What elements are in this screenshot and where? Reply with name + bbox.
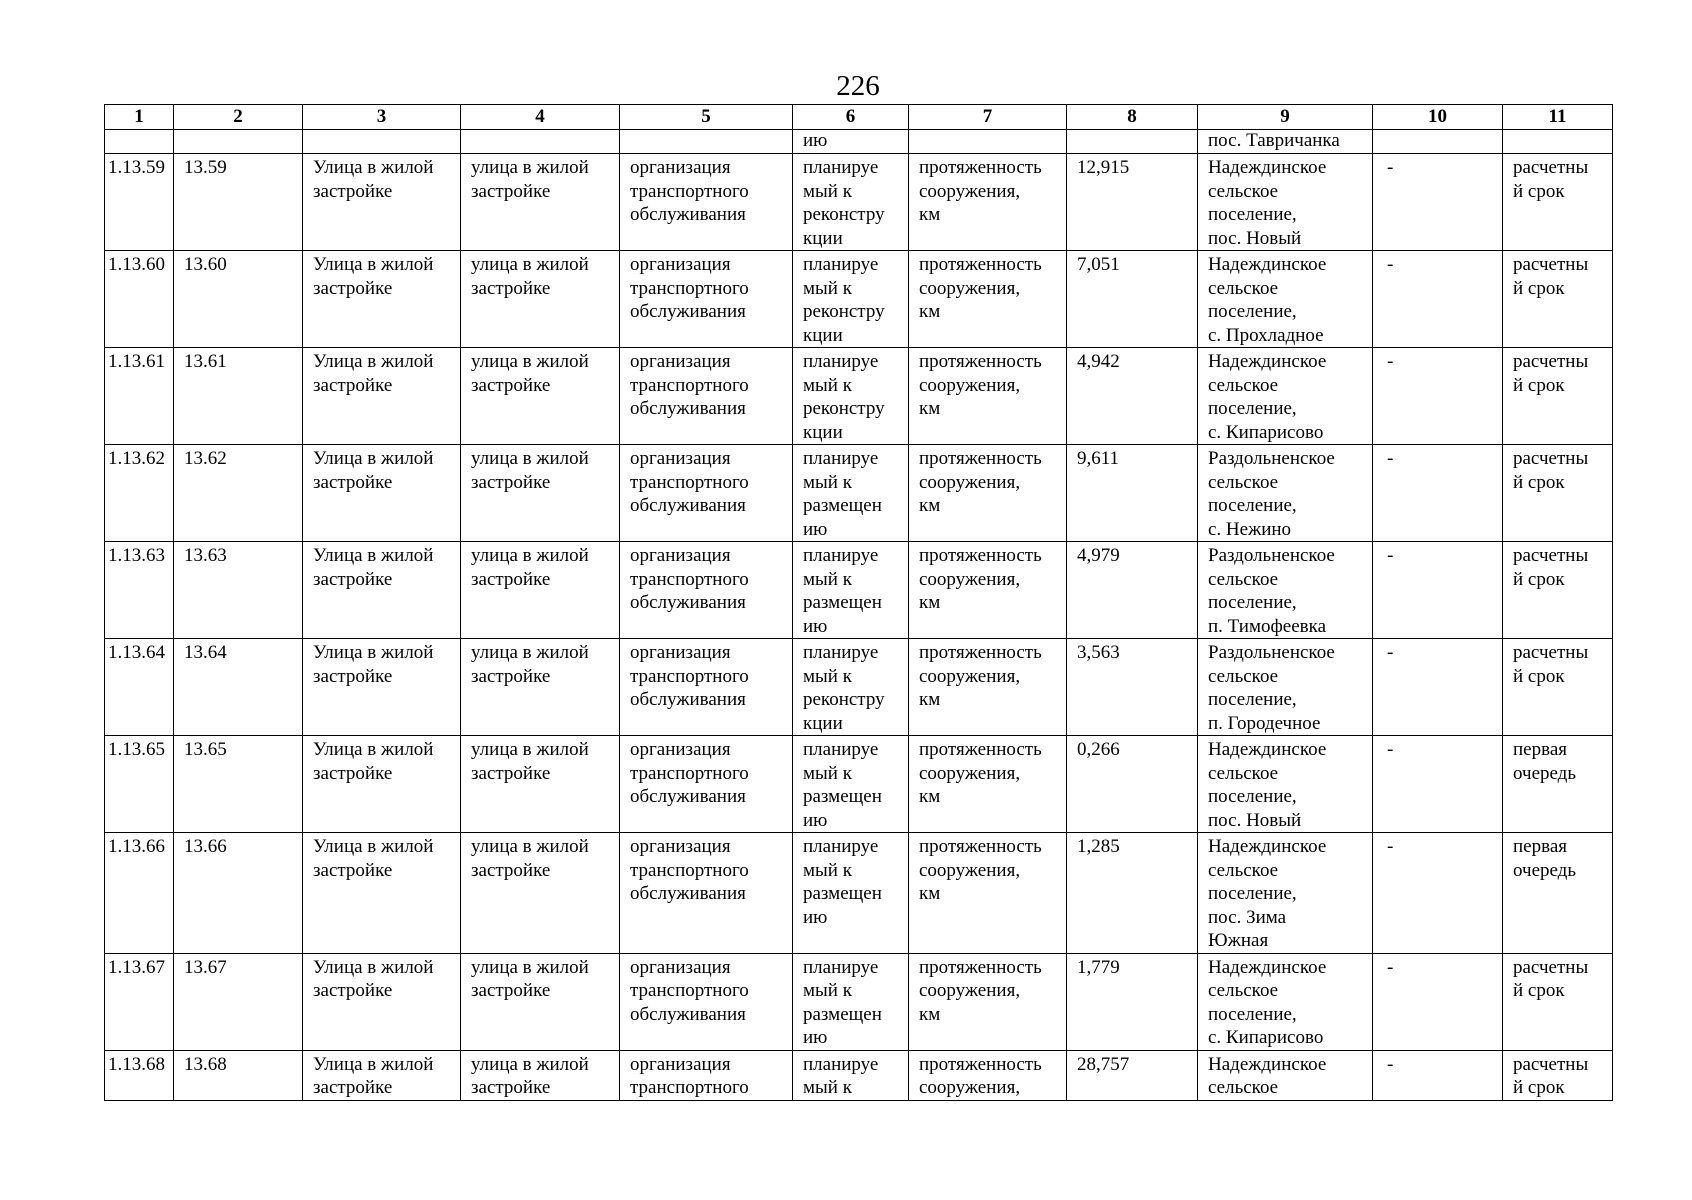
cell-text: 1.13.63 — [108, 545, 165, 566]
cell-text: Надеждинское сельское — [1208, 1053, 1327, 1098]
cell-text: организация транспортного обслуживания — [630, 254, 749, 322]
cell-text: 1.13.61 — [108, 351, 165, 372]
table-cell — [1198, 445, 1373, 542]
table-row — [105, 251, 1613, 348]
table-row — [105, 736, 1613, 833]
cell-text: планируе мый к размещен ию — [803, 956, 882, 1048]
table-cell — [105, 1050, 174, 1100]
data-table — [104, 104, 1613, 1101]
table-cell — [793, 348, 909, 445]
table-cell — [620, 736, 793, 833]
cell-text: Надеждинское сельское поселение, с. Кипарисово — [1208, 351, 1327, 443]
cell-text: 9,611 — [1077, 448, 1120, 469]
continuation-row — [105, 130, 1613, 154]
table-cell — [1373, 542, 1503, 639]
cell-text: улица в жилой застройке — [471, 956, 589, 1001]
table-cell — [793, 953, 909, 1050]
table-cell — [105, 348, 174, 445]
table-row — [105, 154, 1613, 251]
cell-text: улица в жилой застройке — [471, 545, 589, 590]
table-cell — [105, 251, 174, 348]
cell-text: - — [1387, 351, 1394, 372]
cell-text: организация транспортного обслуживания — [630, 545, 749, 613]
cell-text: Раздольненское сельское поселение, с. Нежино — [1208, 448, 1335, 540]
table-cell — [1373, 445, 1503, 542]
cell-text: планируе мый к реконстру кции — [803, 642, 885, 734]
column-header-11: 11 — [1503, 105, 1613, 130]
cell-text: 13.59 — [184, 157, 227, 178]
table-cell — [461, 130, 620, 154]
cell-text: протяженность сооружения, км — [919, 739, 1042, 807]
page-number: 226 — [836, 70, 880, 102]
table-cell — [174, 953, 303, 1050]
table-cell — [620, 251, 793, 348]
cell-text: первая очередь — [1513, 836, 1577, 881]
table-cell — [1503, 736, 1613, 833]
table-cell — [461, 1050, 620, 1100]
table-cell — [105, 953, 174, 1050]
table-cell — [620, 639, 793, 736]
cell-text: организация транспортного обслуживания — [630, 642, 749, 710]
column-header-8: 8 — [1067, 105, 1198, 130]
cell-text: Улица в жилой застройке — [313, 448, 434, 493]
table-cell — [1067, 130, 1198, 154]
cell-text: 1.13.59 — [108, 157, 165, 178]
table-cell — [1373, 1050, 1503, 1100]
cell-text: Раздольненское сельское поселение, п. Тимофеевка — [1208, 545, 1335, 637]
table-cell — [1503, 130, 1613, 154]
cell-text: Улица в жилой застройке — [313, 836, 434, 881]
cell-text: организация транспортного обслуживания — [630, 739, 749, 807]
cell-text: Надеждинское сельское поселение, пос. Зима Южная — [1208, 836, 1327, 951]
cell-text: расчетны й срок — [1513, 545, 1589, 590]
table-cell — [105, 736, 174, 833]
column-header-5: 5 — [620, 105, 793, 130]
table-row — [105, 445, 1613, 542]
cell-text: расчетны й срок — [1513, 448, 1589, 493]
table-cell — [793, 251, 909, 348]
table-cell — [1067, 445, 1198, 542]
cell-text: расчетны й срок — [1513, 642, 1589, 687]
cell-text: организация транспортного обслуживания — [630, 836, 749, 904]
table-cell — [1373, 348, 1503, 445]
table-row — [105, 542, 1613, 639]
table-cell — [461, 542, 620, 639]
cell-text: организация транспортного обслуживания — [630, 351, 749, 419]
cell-text: первая очередь — [1513, 739, 1577, 784]
table-cell — [620, 348, 793, 445]
cell-text: Улица в жилой застройке — [313, 157, 434, 202]
table-cell — [105, 639, 174, 736]
table-cell — [1503, 348, 1613, 445]
cell-text: 1,779 — [1077, 956, 1120, 978]
cell-text: планируе мый к реконстру кции — [803, 157, 885, 249]
table-cell — [303, 251, 461, 348]
table-cell — [461, 953, 620, 1050]
column-header-4: 4 — [461, 105, 620, 130]
cell-text: Улица в жилой застройке — [313, 545, 434, 590]
cell-text: улица в жилой застройке — [471, 157, 589, 202]
cell-text: организация транспортного — [630, 1053, 749, 1098]
cell-text: протяженность сооружения, км — [919, 642, 1042, 710]
cell-text: 28,757 — [1077, 1053, 1130, 1075]
cell-text: Надеждинское сельское поселение, с. Прохладное — [1208, 254, 1327, 346]
table-cell — [909, 348, 1067, 445]
table-cell — [1198, 833, 1373, 954]
cell-text: Улица в жилой застройке — [313, 956, 434, 1001]
cell-text: 13.63 — [184, 545, 227, 566]
table-cell — [1373, 130, 1503, 154]
table-cell — [174, 1050, 303, 1100]
cell-text: 0,266 — [1077, 739, 1120, 760]
cell-text: 1,285 — [1077, 836, 1120, 857]
table-cell — [620, 542, 793, 639]
cell-text: Надеждинское сельское поселение, с. Кипарисово — [1208, 956, 1327, 1048]
table-cell — [105, 542, 174, 639]
table-cell — [1067, 348, 1198, 445]
table-cell — [1373, 953, 1503, 1050]
cell-text: расчетны й срок — [1513, 254, 1589, 299]
table-cell — [1198, 542, 1373, 639]
cell-text: - — [1387, 836, 1394, 857]
table-cell — [1503, 639, 1613, 736]
column-header-9: 9 — [1198, 105, 1373, 130]
table-cell — [909, 130, 1067, 154]
table-cell — [620, 833, 793, 954]
table-cell — [105, 445, 174, 542]
cell-text: планируе мый к реконстру кции — [803, 351, 885, 443]
cell-text: 1.13.67 — [108, 956, 165, 978]
cell-text: протяженность сооружения, км — [919, 956, 1042, 1025]
cell-text: протяженность сооружения, км — [919, 157, 1042, 225]
table-cell — [620, 154, 793, 251]
table-cell — [461, 736, 620, 833]
table-cell — [1067, 953, 1198, 1050]
cell-text: протяженность сооружения, км — [919, 836, 1042, 904]
table-cell — [1067, 251, 1198, 348]
cell-text: 4,979 — [1077, 545, 1120, 566]
table-cell — [620, 130, 793, 154]
cell-text: улица в жилой застройке — [471, 739, 589, 784]
cell-text: 1.13.68 — [108, 1053, 165, 1075]
table-cell — [1198, 639, 1373, 736]
table-cell — [174, 445, 303, 542]
column-header-3: 3 — [303, 105, 461, 130]
cell-text: протяженность сооружения, км — [919, 351, 1042, 419]
table-cell — [1503, 154, 1613, 251]
table-cell — [303, 130, 461, 154]
table-cell — [909, 953, 1067, 1050]
table-cell — [105, 154, 174, 251]
table-cell — [174, 130, 303, 154]
cell-text: расчетны й срок — [1513, 1053, 1589, 1098]
column-header-2: 2 — [174, 105, 303, 130]
cell-text: 13.61 — [184, 351, 227, 372]
table-cell — [620, 1050, 793, 1100]
cell-text: - — [1387, 739, 1394, 760]
cell-text: планируе мый к размещен ию — [803, 448, 882, 540]
cell-text: протяженность сооружения, — [919, 1053, 1042, 1098]
cell-text: 1.13.66 — [108, 836, 165, 857]
table-cell — [1503, 251, 1613, 348]
table-cell — [909, 154, 1067, 251]
cell-text: 12,915 — [1077, 157, 1130, 178]
table-cell — [909, 736, 1067, 833]
table-cell — [105, 833, 174, 954]
cell-text: планируе мый к — [803, 1053, 879, 1098]
cell-text: 13.62 — [184, 448, 227, 469]
cell-text: 13.68 — [184, 1053, 227, 1075]
table-cell — [909, 1050, 1067, 1100]
table-cell — [1503, 445, 1613, 542]
cell-text: Надеждинское сельское поселение, пос. Новый — [1208, 157, 1327, 249]
table-cell — [1503, 542, 1613, 639]
table-cell — [303, 445, 461, 542]
cell-text: - — [1387, 642, 1394, 663]
table-cell — [793, 445, 909, 542]
cell-text: планируе мый к размещен ию — [803, 836, 882, 928]
table-cell — [793, 154, 909, 251]
table-cell — [909, 639, 1067, 736]
table-cell — [105, 130, 174, 154]
table-cell — [793, 736, 909, 833]
table-cell — [793, 833, 909, 954]
cell-text: - — [1387, 157, 1394, 178]
table-cell — [303, 953, 461, 1050]
table-cell — [461, 639, 620, 736]
table-cell — [1198, 1050, 1373, 1100]
cell-text: планируе мый к размещен ию — [803, 545, 882, 637]
table-cell — [1373, 833, 1503, 954]
cell-text: Улица в жилой застройке — [313, 642, 434, 687]
column-header-1: 1 — [105, 105, 174, 130]
cell-text: Улица в жилой застройке — [313, 739, 434, 784]
table-cell — [909, 445, 1067, 542]
cell-text: 3,563 — [1077, 642, 1120, 663]
table-cell — [174, 833, 303, 954]
table-cell — [174, 251, 303, 348]
table-cell — [1198, 736, 1373, 833]
table-cell — [1067, 154, 1198, 251]
cell-text: 13.67 — [184, 956, 227, 978]
table-cell — [174, 154, 303, 251]
table-cell — [909, 833, 1067, 954]
table-cell — [1503, 953, 1613, 1050]
table-cell — [461, 154, 620, 251]
table-row — [105, 1050, 1613, 1100]
table-cell — [174, 736, 303, 833]
table-cell — [174, 348, 303, 445]
cell-text: улица в жилой застройке — [471, 448, 589, 493]
cell-text: расчетны й срок — [1513, 157, 1589, 202]
cell-text: 13.64 — [184, 642, 227, 663]
cell-text: Раздольненское сельское поселение, п. Городечное — [1208, 642, 1335, 734]
table-row — [105, 639, 1613, 736]
table-cell — [1067, 1050, 1198, 1100]
table-cell — [1198, 953, 1373, 1050]
cell-text: - — [1387, 956, 1394, 978]
cell-text: 13.66 — [184, 836, 227, 857]
table-cell — [303, 348, 461, 445]
table-row — [105, 833, 1613, 954]
table-cell — [461, 833, 620, 954]
cell-text: расчетны й срок — [1513, 351, 1589, 396]
cell-text: ию — [803, 130, 828, 151]
table-cell — [1067, 833, 1198, 954]
cell-text: 4,942 — [1077, 351, 1120, 372]
cell-text: планируе мый к реконстру кции — [803, 254, 885, 346]
cell-text: Улица в жилой застройке — [313, 351, 434, 396]
cell-text: 1.13.60 — [108, 254, 165, 275]
cell-text: пос. Тавричанка — [1208, 130, 1340, 151]
table-cell — [1067, 736, 1198, 833]
table-cell — [303, 542, 461, 639]
cell-text: улица в жилой застройке — [471, 836, 589, 881]
cell-text: - — [1387, 254, 1394, 275]
table-cell — [1373, 154, 1503, 251]
table-cell — [303, 639, 461, 736]
cell-text: - — [1387, 448, 1394, 469]
cell-text: 1.13.64 — [108, 642, 165, 663]
table-cell — [303, 833, 461, 954]
table-cell — [303, 154, 461, 251]
table-cell — [1373, 639, 1503, 736]
table-cell — [1503, 833, 1613, 954]
table-cell — [174, 639, 303, 736]
cell-text: протяженность сооружения, км — [919, 448, 1042, 516]
table-cell — [1198, 154, 1373, 251]
table-cell — [909, 542, 1067, 639]
table-cell — [1067, 639, 1198, 736]
cell-text: - — [1387, 545, 1394, 566]
cell-text: 13.60 — [184, 254, 227, 275]
table-cell — [1373, 251, 1503, 348]
table-cell — [793, 639, 909, 736]
table-cell — [1373, 736, 1503, 833]
cell-text: протяженность сооружения, км — [919, 545, 1042, 613]
table-cell — [303, 1050, 461, 1100]
table-cell — [461, 445, 620, 542]
table-cell — [1198, 348, 1373, 445]
cell-text: расчетны й срок — [1513, 956, 1589, 1001]
table-cell — [1198, 130, 1373, 154]
table-cell — [1067, 542, 1198, 639]
table-cell — [620, 953, 793, 1050]
table-row — [105, 953, 1613, 1050]
cell-text: организация транспортного обслуживания — [630, 956, 749, 1025]
cell-text: 1.13.65 — [108, 739, 165, 760]
column-header-10: 10 — [1373, 105, 1503, 130]
table-cell — [620, 445, 793, 542]
column-header-6: 6 — [793, 105, 909, 130]
cell-text: 7,051 — [1077, 254, 1120, 275]
table-cell — [461, 348, 620, 445]
table-cell — [1198, 251, 1373, 348]
cell-text: организация транспортного обслуживания — [630, 448, 749, 516]
header-row — [105, 105, 1613, 130]
cell-text: улица в жилой застройке — [471, 642, 589, 687]
table-cell — [461, 251, 620, 348]
cell-text: Улица в жилой застройке — [313, 254, 434, 299]
cell-text: улица в жилой застройке — [471, 351, 589, 396]
table-cell — [793, 130, 909, 154]
cell-text: 13.65 — [184, 739, 227, 760]
cell-text: - — [1387, 1053, 1394, 1075]
cell-text: улица в жилой застройке — [471, 1053, 589, 1098]
cell-text: Надеждинское сельское поселение, пос. Новый — [1208, 739, 1327, 831]
table-cell — [303, 736, 461, 833]
column-header-7: 7 — [909, 105, 1067, 130]
table-cell — [793, 1050, 909, 1100]
cell-text: протяженность сооружения, км — [919, 254, 1042, 322]
cell-text: планируе мый к размещен ию — [803, 739, 882, 831]
cell-text: улица в жилой застройке — [471, 254, 589, 299]
table-row — [105, 348, 1613, 445]
table-cell — [1503, 1050, 1613, 1100]
cell-text: организация транспортного обслуживания — [630, 157, 749, 225]
cell-text: Улица в жилой застройке — [313, 1053, 434, 1098]
table-cell — [793, 542, 909, 639]
table-cell — [909, 251, 1067, 348]
cell-text: 1.13.62 — [108, 448, 165, 469]
table-cell — [174, 542, 303, 639]
